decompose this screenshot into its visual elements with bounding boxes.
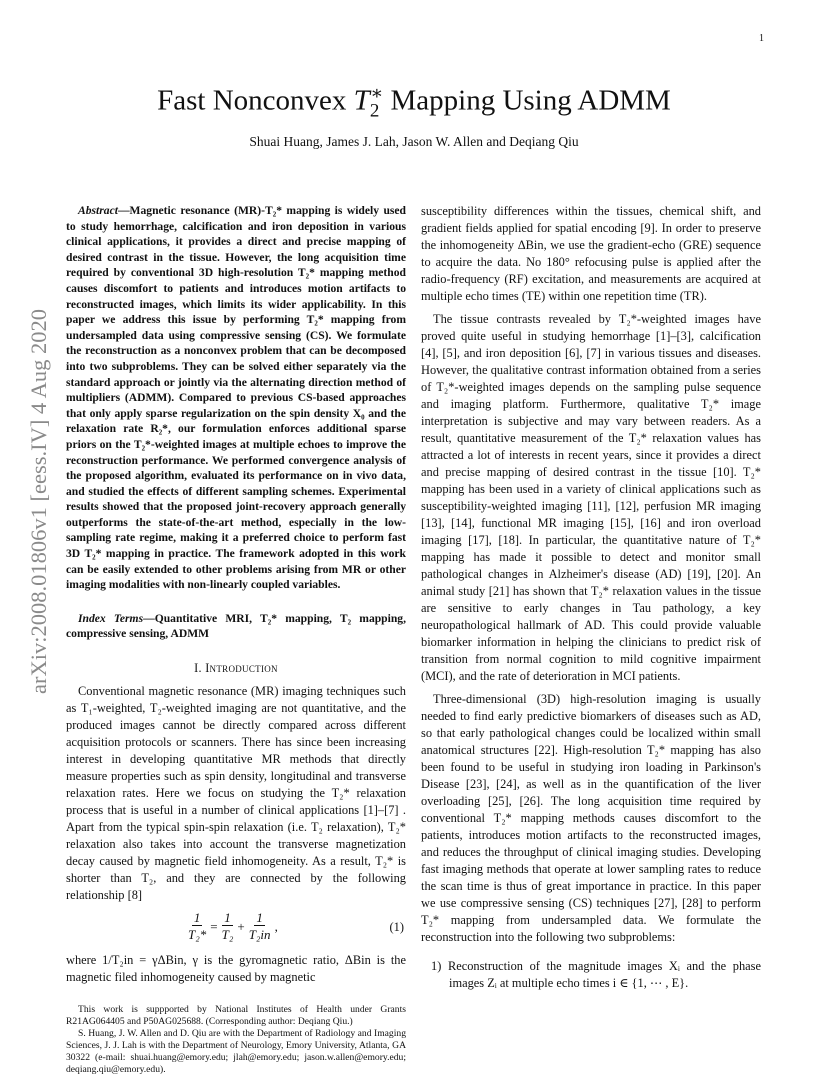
term2-numerator: 1	[256, 910, 263, 926]
term1-denominator: T₂	[221, 927, 234, 943]
lhs-numerator: 1	[193, 910, 201, 926]
right-column	[421, 203, 761, 992]
author-list: Shuai Huang, James J. Lah, Jason W. Allen and Deqiang Qiu	[249, 134, 579, 149]
abstract	[66, 203, 406, 593]
left-column	[66, 203, 406, 1076]
title-pre: Fast Nonconvex	[157, 84, 354, 117]
arxiv-stamp[interactable]	[12, 300, 62, 700]
section-number: I.	[194, 661, 202, 676]
equation-term-1	[222, 910, 234, 943]
equation-term-2	[249, 910, 271, 943]
term1-numerator: 1	[224, 910, 231, 926]
equation-lhs	[188, 910, 206, 943]
equals-sign: =	[210, 919, 218, 935]
plus-sign: +	[237, 919, 245, 935]
footnote-funding: This work is suppported by National Institutes of Health under Grants R21AG064405 and P50AG025688. (Corresponding author: Deqiang Qiu.)	[66, 1004, 406, 1028]
section-heading	[66, 660, 406, 677]
lhs-denominator: T₂*	[188, 927, 207, 943]
title-sup: ∗	[370, 83, 384, 104]
paper-title	[0, 74, 828, 131]
right-paragraph-2: Three-dimensional (3D) high-resolution imaging is usually needed to find early predictive biomarkers of diseases such as AD, so that early pathological changes could be localized within small anatomical structures [22]. High-resolution T₂* mapping has also been found to be useful in studying iron loading in Parkinson's Disease [23], [24], as well as in the quantification of the liver overloading [25], [26]. The long acquisition time required by conventional T₂* mapping methods causes discomfort to the patients, introduces motion artifacts to the reconstructed images, and reduces the throughput of clinical imaging studies. Developing fast imaging methods that operate at lower sampling rates to reduce the scan time is thus of great importance in practice. In this paper we use compressive sensing (CS) techniques [27], [28] to perform T₂* mapping from undersampled data. We formulate the reconstruction into the following two subproblems:	[421, 692, 761, 944]
equation-body	[188, 910, 278, 943]
page-number: 1	[759, 33, 764, 44]
index-terms-text: —Quantitative MRI, T₂* mapping, T₂ mapping, compressive sensing, ADMM	[66, 611, 406, 641]
section-title: Introduction	[205, 661, 278, 676]
right-paragraph-0: susceptibility differences within the tissues, chemical shift, and gradient fields applied for spatial encoding [9]. In order to preserve the inhomogeneity ΔBin, we use the gradient-echo (GRE) sequence to acquire the data. No 180° refocusing pulse is applied after the radio-frequency (RF) excitation, and measurements are acquired at multiple echo times (TE) within one repetition time (TR).	[421, 204, 761, 303]
equation-number: (1)	[389, 920, 404, 935]
title-post: Mapping Using ADMM	[383, 84, 671, 117]
index-terms	[66, 611, 406, 642]
equation-1	[66, 908, 406, 948]
intro-paragraph-1: Conventional magnetic resonance (MR) imaging techniques such as T₁-weighted, T₂-weighted imaging are not quantitative, and the produced images cannot be directly compared across different acquisition protocols or scanners. There has since been increasing interest in developing quantitative MR methods that directly measure properties such as spin density, longitudinal and transverse relaxation rates. Here we focus on studying the T₂* relaxation process that is useful in a number of clinical applications [1]–[7] . Apart from the typical spin-spin relaxation (i.e. T₂ relaxation), T₂* relaxation also takes into account the transverse magnetization decay caused by magnetic field inhomogeneity. As a result, T₂* is shorter than T₂, and they are connected by the following relationship [8]	[66, 684, 406, 903]
intro-paragraph-1b: where 1/T₂in = γΔBin, γ is the gyromagnetic ratio, ΔBin is the magnetic filed inhomogeneity caused by magnetic	[66, 953, 406, 985]
title-symbol: T	[353, 84, 370, 117]
abstract-label: Abstract	[78, 204, 118, 217]
right-paragraph-1: The tissue contrasts revealed by T₂*-weighted images have proved quite useful in studying hemorrhage [1]–[3], calcification [4], [5], and iron deposition [6], [7] in various tissues and diseases. However, the qualitative contrast information obtained from a series of T₂*-weighted images depends on the sampling pulse sequence and imaging platform. Furthermore, qualitative T₂* image interpretation is subjective and may vary between readers. As a result, quantitative measurement of the T₂* relaxation values has attracted a lot of interests in recent years, since it provides a direct and precise mapping of desired contrast in the tissue [10]. T₂* mapping has been used in a variety of clinical applications such as susceptibility-weighted imaging [11], [12], perfusion MR imaging [13], [14], functional MR imaging [15], [16] and iron overload imaging [17], [18]. In particular, the quantitative nature of T₂* mapping has made it possible to detect and monitor small pathological changes in Alzheimer's disease (AD) [19], [20]. An animal study [21] has shown that T₂* relaxation values in the tissue are sensitive to early changes in Tau pathology, a key neuropathological hallmark of AD. This could provide valuable biomarker information in helping the clinicians to predict risk of transition from normal cognition to mild cognitive impairment (MCI), and the rate of deterioration in MCI patients.	[421, 312, 761, 683]
equation-trailing-comma: ,	[274, 919, 278, 935]
index-terms-label: Index Terms	[78, 611, 144, 625]
footnote-affiliations: S. Huang, J. W. Allen and D. Qiu are with the Department of Radiology and Imaging Sciences, J. J. Lah is with the Department of Neurology, Emory University, Atlanta, GA 30322 (e-mail: shuai.huang@emory.edu; jlah@emory.edu; jason.w.allen@emory.edu; deqiang.qiu@emory.edu).	[66, 1028, 406, 1076]
arxiv-stamp-text: arXiv:2008.01806v1 [eess.IV] 4 Aug 2020	[26, 309, 51, 694]
title-sub: 2	[369, 100, 380, 122]
abstract-text: —Magnetic resonance (MR)-T₂* mapping is widely used to study hemorrhage, calcification and iron deposition in various clinical applications, it provides a direct and precise mapping of desired contrast in the tissue. However, the long acquisition time required by conventional 3D high-resolution T₂* mapping method causes discomfort to patients and introduces motion artifacts to reconstructed images, which limits its wider applicability. In this paper we address this issue by performing T₂* mapping from undersampled data using compressive sensing (CS). We formulate the reconstruction as a nonconvex problem that can be decomposed into two subproblems. They can be solved either separately via the standard approach or jointly via the alternating direction method of multipliers (ADMM). Compared to previous CS-based approaches that only apply sparse regularization on the spin density X₀ and the relaxation rate R₂*, our formulation enforces additional sparse priors on the T₂*-weighted images at multiple echoes to improve the reconstruction performance. We performed convergence analysis of the proposed algorithm, evaluated its performance on in vivo data, and studied the effects of different sampling schemes. Experimental results showed that the proposed joint-recovery approach generally outperforms the state-of-the-art method, especially in the low-sampling rate regime, making it a preferred choice to perform fast 3D T₂* mapping in practice. The framework adopted in this work can be easily extended to other problems arising from MR or other imaging modalities with non-linearly coupled variables.	[66, 204, 406, 592]
list-item-1: 1) Reconstruction of the magnitude images Xᵢ and the phase images Zᵢ at multiple echo times i ∈ {1, ⋯ , E}.	[431, 959, 761, 990]
term2-denominator: T₂in	[248, 927, 271, 943]
